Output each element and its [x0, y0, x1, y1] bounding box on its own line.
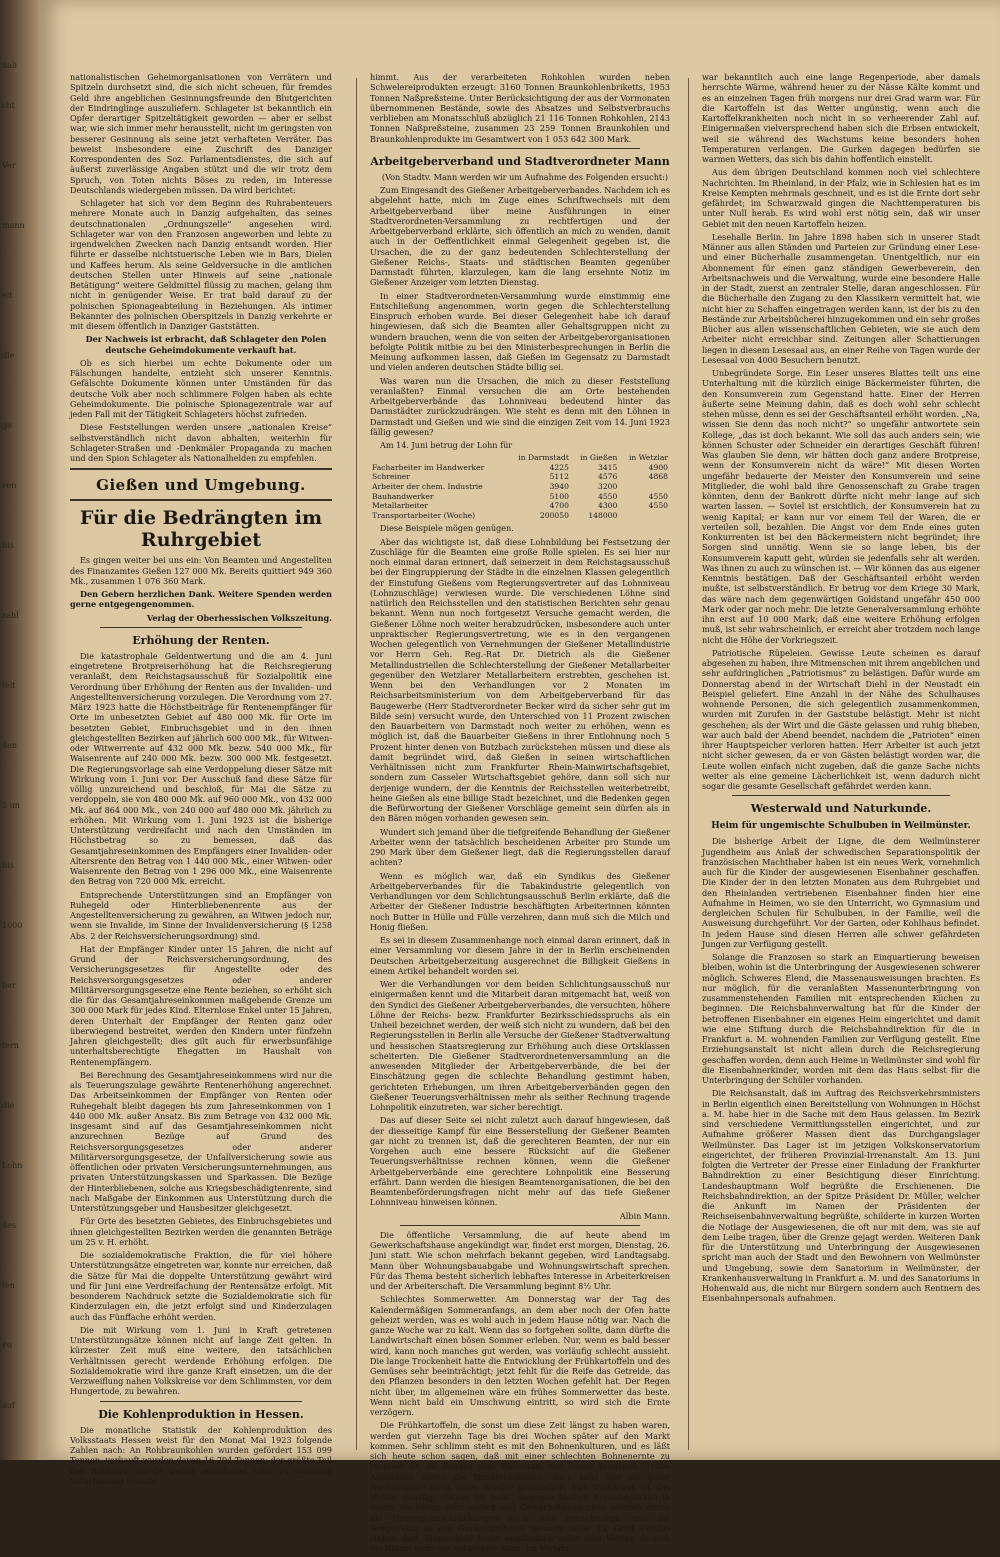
article-paragraph: Aber das wichtigste ist, daß diese Lohnbildung bei Festsetzung der Zuschläge für die Beamten eine große Rolle spielen. Es sei hier nur noch einmal daran erinnert, daß seinerzeit in dem Reichstagsausschuß bei der Eingruppierung der Städte in die einzelnen Klassen gelegentlich der Einstufung Gießens vom Regierungsvertreter auf das Lohnniveau (Lohnzuschläge) verwiesen wurde. Die verschiedenen Löhne sind natürlich den Reichsstellen und den statistischen Berichten sehr genau bekannt. Wenn nun noch fortgesetzt Versuche gemacht werden, die Gießener Löhne noch weiter herabzudrücken, insbesondere auch unter unpraktischer Regierungsvertretung, wie es in den vergangenen Wochen gelegentlich von Vernehmungen der Gießener Metallindustrie vor Herrn Geh. Reg.-Rat Dr. Dietrich als die Gießener Metallindustriellen die Schlechterstellung der Gießener Metallarbeiter gegenüber den Wetzlarer Metallarbeitern erstrebten, geschehen ist. Wenn bei den Verhandlungen vor 2 Monaten im Reichsarbeitsministerium von dem Arbeitgeberverband für das Baugewerbe (Herr Stadtverordneter Becker wird da sicher sehr gut im Bilde sein) versucht wurde, den Unterschied von 11 Prozent zwischen den Bauarbeitern von Darmstadt noch weiter zu erhöhen, wenn es möglich ist, daß die Bauarbeiter Gießens in ihrer Entlohnung noch 5 Prozent hinter denen von Butzbach zurückstehen müssen und diese als damit begründet wird, daß Gießen in seinen wirtschaftlichen Verhältnissen nicht zum Frankfurter Rhein-Mainwirtschaftsgebiet, sondern zum Casseler Wirtschaftsgebiet gehöre, dann soll sich nur derjenige wundern, der die Kenntnis der Reichsstellen weiterbetreibt, heine Gießen als eine billige Stadt bezeichnet, und die Bedenken gegen die Befürwortung der Gießener Vorschläge gemeint sein dürfen als in den Bären mögen vorhanden gewesen sein.	[370, 536, 670, 824]
edge-fragment: Ver	[2, 161, 16, 170]
signature: Albin Mann.	[619, 1210, 670, 1221]
table-cell: Metallarbeiter	[372, 501, 428, 511]
headline-renten: Erhöhung der Renten.	[132, 633, 270, 647]
headline-ruhr: Für die Bedrängten im Ruhrgebiet	[79, 507, 323, 552]
edge-fragment: Lohn	[2, 1161, 23, 1170]
table-row	[370, 511, 670, 521]
edge-fragment: ven	[2, 481, 17, 490]
article-paragraph: Schlageter hat sich vor dem Beginn des Ruhrabenteuers mehrere Monate auch in Danzig aufgehalten, das seines deutschnationalen „Ordnungszelle“ angesehen wird. Schlageter war von den Franzosen angeworben und lebte zu irgendwelchen Zwecken nach Danzig entsandt worden. Hier führte er dasselbe nichtstuerische Leben wie in Bars, Dielen und Kaffees herum. Als seine Geldversuche in die amtlichen deutschen Stellen unter Hinweis auf seine „nationale Betätigung“ weitere Geldmittel flüssig zu machen, gelang ihm nicht in genügender Weise. Er trat bald darauf zu der polnischen Spionageabteilung in Beziehungen. Als intimer Bekannter des polnischen Oberspitzels in Danzig verkehrte er mit diesem öffentlich in Danziger Gaststätten.	[70, 198, 332, 331]
article-paragraph: Die sozialdemokratische Fraktion, die für viel höhere Unterstützungsätze eingetreten war, konnte nur erreichen, daß die Sätze für Mai die doppelte Unterstützung gewährt wird und für Juni eine Verdreifachung der Rentensätze erfolgt. Mit besonderem Nachdruck setzte die Sozialdemokratie sich für Kinderzulagen ein, die jetzt erfolgt sind und Kinderzulagen auch das Fünffache erhöht werden.	[70, 1250, 332, 1322]
table-row	[370, 472, 670, 482]
divider	[400, 1225, 640, 1226]
column-2	[370, 72, 670, 1557]
table-cell: Facharbeiter im Handwerker	[372, 462, 485, 472]
edge-fragment: zahl	[2, 611, 19, 620]
headline-heim: Heim für ungemischte Schulbuben in Weilmünster.	[711, 821, 971, 832]
edge-fragment: 2 un	[2, 801, 20, 810]
table-cell	[619, 482, 670, 492]
table-cell: 5100	[549, 491, 569, 501]
adjacent-page-edge	[0, 0, 38, 1460]
article-paragraph: Unbegründete Sorge. Ein Leser unseres Blattes teilt uns eine Unterhaltung mit die kürzlich einige Bäckermeister führten, die den Konsumverein zum Gegenstand hatte. Einer der Herren äußerte seine Meinung dahin, daß es doch wohl sehr schlecht stehen müsse, denn es sei der Geschäftsanteil erhöht worden. „Na, wissen Sie denn das noch nicht?“ so ungefähr antwortete sein Kollege, „das ist doch bekannt. Wie soll das auch anders sein; wie können Schuster oder Schneider ein derartiges Geschäft führen! Was glauben Sie denn, wir hätten doch ganz andere Brotpreise, wenn der Konsumverein nicht da wäre!“ Mit diesen Worten ungefähr bedauerte der Meister den Konsumverein und seine Mitglieder, die wohl bald ihre Genossenschaft zu Grabe tragen könnten, denn der Bankrott dürfte nicht mehr lange auf sich warten lassen. — Soviel ist ersichtlich, der Konsumverein hat zu wenig Kapital; er kann nur vor einem Teil der Waren, die er verteilen soll, bezahlen. Die Angst vor dem Ende eines guten Konkurrenten ist bei den Bäckermeistern nicht begründet; ihre Sorgen sind unnötig. Wenn sie so lange leben, bis der Konsumverein kaputt geht, würden sie jedenfalls sehr alt werden. Was ihnen zu auch zu wünschen ist. — Wir können das aus eigener Kenntnis bestätigen. Daß der Geschäftsanteil erhöht werden mußte, ist selbstverständlich. Er betrug vor dem Kriege 30 Mark, das wäre nach dem gegenwärtigen Goldstand ungefähr 450 000 Mark oder gar noch mehr. Die letzte Generalversammlung erhöhte ihn erst auf 10 000 Mark; daß eine weitere Erhöhung erfolgen muß, ist sehr wahrscheinlich, er erreicht aber trotzdem noch lange nicht die Höhe der Vorkriegszeit.	[702, 368, 980, 645]
article-paragraph: himmt. Aus der verarbeiteten Rohkohlen wurden neben Schwelereiprodukten erzeugt: 3160 Tonnen Braunkohlenbriketts, 1953 Tonnen Naßpreßsteine. Unter Berücksichtigung der aus der Vormonaten übernommenen Bestände, sowie des Absatzes und Selbstverbrauchs verblieben am Monatsschluß abzüglich 21 116 Tonnen Rohkohlen, 2143 Tonnen Naßpreßsteine, zusammen 23 259 Tonnen Braunkohlen und Braunkohlenprodukte im Gesamtwert von 1 053 642 300 Mark.	[370, 72, 670, 144]
article-paragraph: Solange die Franzosen so stark an Einquartierung beweisen bleiben, wohin ist die Unterbringung der Ausgewiesenen schwerer möglich. Schweres Elend, die Massenausweisungen brachten. Es nur möglich, für die veranlaßten Massenunterbringung von zusammenstehenden Familien mit entsprechenden Küchen zu beginnen. Die Reichsbahnverwaltung hat für die Kinder der betroffenen Eisenbahner ein eigenes Heim eingerichtet und damit wie eine Stiftung durch die Reichsbahndirektion für die in Frankfurt a. M. wohnenden Familien zur Verfügung gestellt. Eine Erziehungsanstalt ist nicht allein durch die Reichsregierung geschaffen worden, denn auch Heime in Weilmünster sind wohl für die Eisenbahnerkinder, worden mit dem das Haus selbst für die Unterbringung der Schüler vorhanden.	[702, 952, 980, 1085]
edge-fragment: cht	[2, 101, 15, 110]
article-paragraph: Wenn es möglich war, daß ein Syndikus des Gießener Arbeitgeberverbandes für die Tabakindustrie gelegentlich von Verhandlungen vor dem Schlichtungsausschuß Berlin erklärte, daß die Arbeiter der Gießener Industrie beschäftigten Arbeiterinnen könnten noch Butter in Hülle und Fülle verzehren, dann muß sich die Milch und Honig fließen.	[370, 870, 670, 932]
divider	[732, 795, 950, 796]
table-cell: 4300	[598, 501, 618, 511]
article-paragraph: Am 14. Juni betrug der Lohn für	[380, 440, 513, 450]
table-row	[370, 492, 670, 502]
emphasis-line: Der Nachweis ist erbracht, daß Schlageter den Polen deutsche Geheimdokumente verkauft hat.	[85, 334, 327, 355]
article-paragraph: Die mit Wirkung vom 1. Juni in Kraft getretenen Unterstützungsätze können nicht auf lange Zeit gelten. In kürzester Zeit muß eine weitere, den tatsächlichen Verhältnissen gerecht werdende Erhöhung erfolgen. Die Sozialdemokratie wird ihre ganze Kraft einsetzen, um die der Verzweiflung nahen Volkskreise vor dem Schlimmsten, vor dem Hungertode, zu bewahren.	[70, 1324, 332, 1397]
column-rule	[688, 78, 689, 1450]
article-paragraph: Diese Feststellungen werden unsere „nationalen Kreise“ selbstverständlich nicht davon abhalten, weiterhin für Schlageter-Straßen und -Denkmäler Propaganda zu machen und den Spion Schlageter als Nationalhelden zu empfehlen.	[70, 422, 332, 463]
article-paragraph: Zum Eingesandt des Gießener Arbeitgeberverbandes. Nachdem ich es abgelehnt hatte, mich im Zuge eines Schriftwechsels mit dem Arbeitgeberverband über meine Ausführungen in einer Stadtverordneten-Versammlung zu rechtfertigen und der Arbeitgeberverband erklärte, sich öffentlich an mich zu wenden, damit auch in der Oeffentlichkeit einmal Gelegenheit gegeben ist, die Ursachen, die zu der ganz bedeutenden Schlechterstellung der Gießener Reichs-, Staats- und städtischen Beamten gegenüber Darmstadt führten, klarzulegen, kam die lang ersehnte Notiz im Gießener Anzeiger vom letzten Dienstag.	[370, 185, 670, 288]
article-paragraph: Die bisherige Arbeit der Ligne, die dem Weilmünsterer Jugendheim aus Anlaß der schwedischen Separationspolitik der französischen Machthaber haben ist ein neues Werk, vornehmlich auch für die Kinder der ausgewiesenen Eisenbahner geschaffen. Die Kinder der in den letzten Monaten aus dem Ruhrgebiet und den Rheinlanden vertriebenen Eisenbahner finden hier eine Aufnahme in Heimen, wo sie den Unterricht, wo Gymnasium und dergleichen Schulen für Schulbuben, in der Familie, weil die Ausweisung durchgeführt. Vor der Garten, oder Kohlhaus befindet. In jedem Hause sind diesen Herren alle schwer gefährdeten Jungen zur Verfügung gestellt.	[702, 836, 980, 949]
article-paragraph: Was waren nun die Ursachen, die mich zu dieser Feststellung veranlaßten? Einmal versuchen die am Orte bestehenden Arbeitgeberverbände das Lohnniveau bedeutend hinter das Darmstädter zurückzudrängen. Wie steht es denn mit den Löhnen in Darmstadt und Gießen und wie sind die einzigen Zeit vom 14. Juni 1923 fällig gewesen?	[370, 375, 670, 437]
table-row	[370, 463, 670, 473]
article-paragraph: Den Gebern herzlichen Dank. Weitere Spenden werden gerne entgegengenommen.	[70, 589, 332, 610]
column-header	[370, 453, 507, 463]
table-cell: 4576	[598, 472, 618, 482]
table-cell: Bauhandwerker	[372, 491, 434, 501]
edge-fragment: ge	[2, 421, 12, 430]
edge-fragment: die	[2, 351, 15, 360]
section-heading: Gießen und Umgebung.	[96, 476, 306, 495]
article-paragraph: In einer Stadtverordneten-Versammlung wurde einstimmig eine Entschließung angenommen, worin gegen die Schlechterstellung Einspruch erhoben wurde. Bei dieser Gelegenheit habe ich darauf hingewiesen, daß sich die Beamten aller Gehaltsgruppen nicht zu wundern brauchen, wenn die von seiten der Arbeitgeberorganisationen befolgte Politik mitbie zu bei den Ministerbesprechungen in Berlin die Meinung aufkommen lassen, daß Gießen im Gegensatz zu Darmstadt und vielen anderen deutschen Städte billig sei.	[370, 290, 670, 373]
table-cell: 4550	[598, 491, 618, 501]
table-cell: Arbeiter der chem. Industrie	[372, 482, 483, 492]
article-paragraph: Die öffentliche Versammlung, die auf heute abend im Gewerkschaftshause angekündigt war, findet erst morgen, Dienstag, 26. Juni statt. Wie schon mehrfach bekannt gegeben, wird Landtagsabg. Mann über Wohnungsbauabgabe und Wohnungswirtschaft sprechen. Für das Thema besteht sicherlich lebhaftes Interesse in Arbeiterkreisen und der Arbeiterschaft. Die Versammlung beginnt 8½ Uhr.	[370, 1229, 670, 1292]
signature: Verlag der Oberhessischen Volkszeitung.	[146, 612, 332, 623]
wage-table	[370, 453, 670, 520]
edge-fragment: bis	[2, 861, 14, 870]
column-1	[70, 72, 332, 1489]
article-paragraph: Die katastrophale Geldentwertung und die am 4. Juni eingetretene Brotpreiserhöhung hat die Reichsregierung veranlaßt, dem Reichstagsausschuß für Sozialpolitik eine Verordnung über Erhöhung der Renten aus der Invaliden- und Angestelltenversicherung vorzulegen. Die Verordnung vom 27. März 1923 hatte die Höchstbeiträge für Rentenempfänger für Orte im unbesetzten Gebiet auf 480 000 Mk. für Orte im besetzten Gebiet, Einbruchsgebiet und in den ihnen gleichgestellten Bezirken auf jährlich 600 000 Mk., für Witwen- oder Witwerrente auf 432 000 Mk. bezw. 540 000 Mk., für Waisenrente auf 240 000 Mk. bezw. 300 000 Mk. festgesetzt. Die Regierungsvorlage sah eine Verdoppelung dieser Sätze mit Wirkung vom 1. Juni vor. Der Ausschuß fand diese Sätze für völlig unzureichend und beschloß, für Mai die Sätze zu verdoppeln, sie von 480 000 Mk. auf 960 000 Mk., von 432 000 Mk. auf 864 000 Mk., von 240 000 auf 480 000 Mk. jährlich zu erhöhen. Mit Wirkung vom 1. Juni 1923 ist die bisherige Unterstützung verdreifacht und nach den Umständen im Höchstbetrag so zu bemessen, daß das Gesamtjahreseinkommen des Empfängers einer Invaliden- oder Altersrente den Betrag von 1 440 000 Mk., einer Witwen- oder Waisenrente den Betrag von 1 296 000 Mk., eine Waisenrente den Betrag von 720 000 Mk. erreicht.	[70, 650, 332, 887]
column-header: in Wetzlar	[628, 453, 668, 463]
headline-kohle: Die Kohlenproduktion in Hessen.	[98, 1407, 304, 1421]
article-paragraph: Lesehalle Berlin. Im Jahre 1898 haben sich in unserer Stadt Männer aus allen Ständen und Parteien zur Gründung einer Lese- und einer Bücherhalle zusammengetan. Unentgeltlich, nur ein Abonnement für einen ganz ständigen Gewerbeverein, den Arbeitsnachweis und die Verwaltung, wurde eine besondere Halle in der Stadt, zuerst an zentraler Stelle, daran angeschlossen. Für die Bücherhalle den Zugang zu den Klassikern vermittelt hat, wie nicht hier zu Schaffen eingetragen werden kann, ist der bis zu den Bestände zur Arbeitsbücherei hinzugekommen und ein sehr großes Bücher aus allen wissenschaftlichen Gebieten, wie sie auch dem Arbeiter nicht erreichbar sind. Zeitungen aller Schattierungen liegen in diesem Lesesaal aus, an einer Reihe von Tagen wurde der Lesesaal von 4000 Besuchern benutzt.	[702, 231, 980, 365]
table-cell: 4550	[648, 501, 668, 511]
edge-fragment: nali	[2, 61, 18, 70]
table-cell	[619, 511, 670, 521]
divider	[400, 148, 640, 149]
table-cell: 4700	[549, 501, 569, 511]
editorial-note: (Von Stadtv. Mann werden wir um Aufnahme des Folgenden ersucht:)	[381, 171, 669, 182]
column-header: in Gießen	[580, 453, 618, 463]
divider	[100, 627, 302, 628]
table-cell: Schreiner	[372, 472, 410, 482]
article-paragraph: Es sei in diesem Zusammenhange noch einmal daran erinnert, daß in einer Versammlung vor diesem Jahre in der in Berlin erscheinenden Deutschen Arbeitgeberzeitung ausgerechnet die Billigkeit Gießens in einem Artikel behandelt worden sei.	[370, 935, 670, 976]
divider	[100, 1401, 302, 1402]
table-cell: 200050	[539, 510, 569, 520]
table-row	[370, 482, 670, 492]
table-cell: 3415	[598, 462, 618, 472]
article-paragraph: Es gingen weiter bei uns ein: Von Beamten und Angestellten des Finanzamtes Gießen 127 000 Mk. Bereits quittiert 949 360 Mk., zusammen 1 076 360 Mark.	[70, 555, 332, 586]
section-divider	[70, 468, 332, 470]
article-paragraph: Ob es sich hierbei um echte Dokumente oder um Fälschungen handelte, entzieht sich unserer Kenntnis. Gefälschte Dokumente können unter Umständen für das deutsche Volk aber noch schlimmere Folgen haben als echte Geheimdokumente. Die polnische Spionagezentrale war auf jeden Fall mit der Tätigkeit Schlageters höchst zufrieden.	[70, 357, 332, 419]
table-cell: 4550	[648, 491, 668, 501]
headline-arbeitgeber: Arbeitgeberverband und Stadtverordneter Mann	[370, 154, 670, 168]
edge-fragment: Po	[2, 1341, 12, 1350]
edge-fragment: auf	[2, 1401, 15, 1410]
table-cell: 4225	[549, 462, 569, 472]
column-rule	[356, 78, 357, 1450]
article-paragraph: Entsprechende Unterstützungen sind an Empfänger von Ruhegeld oder Hinterbliebenenrente aus der Angestelltenversicherung zu gewähren, an Witwen jedoch nur, wenn sie Invalide, im Sinne der Invalidenversicherung (§ 1258 Abs. 2 der Reichsversicherungsordnung) sind.	[70, 889, 332, 941]
article-paragraph: nationalistischen Geheimorganisationen von Verrätern und Spitzeln durchsetzt sind, die sich nicht scheuen, für fremdes Geld ihre angeblichen Gesinnungsfreunde den Blutgerichten der Eindringlinge auszuliefern. Schlageter ist bekanntlich ein Opfer derartiger Spitzeltätigkeit geworden — aber er selbst war, wie sich immer mehr herausstellt, nicht im geringsten von besserer Gesinnung als seine jetzt verhafteten Verräter. Das beweist insbesondere eine Zuschrift des Danziger Korrespondenten des Soz. Parlamentsdienstes, die sich auf äußerst zuverlässige Angaben stützt und die wir trotz dem Spruch, von Toten nichts Böses zu reden, im Interesse Deutschlands wiedergeben müssen. Da wird berichtet:	[70, 72, 332, 195]
section-heading-westerwald: Westerwald und Naturkunde.	[750, 802, 932, 816]
article-paragraph: Die monatliche Statistik der Kohlenproduktion des Volksstaats Hessen weist für den Monat Mai 1923 folgende Zahlen nach: An Rohbraunkohlen wurden gefördert 153 099 Tonnen, verkauft wurden davon 16 794 Tonnen; der größte Teil der Rohkohle wurde weiter verarbeitet oder zu weiteren Verarbeitung benutzt.	[70, 1424, 332, 1486]
edge-fragment: den	[2, 741, 18, 750]
article-paragraph: Patriotische Rüpeleien. Gewisse Leute scheinen es darauf abgesehen zu haben, ihre Mitmenschen mit ihrem angeblichen und sehr aufdringlichen „Patriotismus“ zu belästigen. Dafür wurde am Donnerstag abend in der Wirtschaft Diehl in der Neustadt ein Beispiel geliefert. Eine Anzahl in der Nähe des Schulhauses wohnende Personen, die sich gelegentlich zusammenkommen, wurden mit Zurufen in der Gaststube belästigt. Mehr ist nicht geschehen; als der Wirt und die Gäste gelassen und ruhig blieben, war auch bald der Abend beendet, nachdem die „Patrioten“ einen ihrer Hauptspeicher verloren hatten. Herr Arbeiter ist auch jetzt nicht sicher gewesen, da er von Gästen belästigt worden war, die Leute wollen einfach nicht zugeben, daß die ganze Sache nichts weiter als eine gemeine Lächerlichkeit ist, wenn dadurch nicht sogar die gesamte Gesellschaft gefährdet werden kann.	[702, 647, 980, 791]
edge-fragment: des	[2, 1221, 16, 1230]
column-3	[702, 72, 980, 1307]
article-paragraph: Bei Berechnung des Gesamtjahreseinkommens wird nur die als Teuerungszulage gewährte Rentenerhöhung angerechnet. Das Arbeitseinkommen der Empfänger von Renten oder Ruhegehalt bleibt dagegen bis zum Jahreseinkommen von 1 440 000 Mk. außer Ansatz. Bis zum Betrage von 432 000 Mk. insgesamt sind auf das Gesamtjahreseinkommen nicht anzurechnen Bezüge auf Grund des Reichsversorgungsgesetzes oder anderer Militärversorgungsgesetze, der Unfallversicherung sowie aus öffentlichen oder privaten Versicherungsunternehmungen, aus privaten Unterstützungskassen und Sparkassen. Die Bezüge der Hinterbliebenen, solche aus Kriegsbeschädigtenrente, sind nach Maßgabe der Einkommen aus Unterstützung durch die Unterstützungsgeber und Hausbesitzer gleichgesetzt.	[70, 1069, 332, 1213]
table-row	[370, 501, 670, 511]
article-paragraph: Für Orte des besetzten Gebietes, des Einbruchsgebietes und ihnen gleichgestellten Bezirken werden die genannten Beträge um 25 v. H. erhöht.	[70, 1216, 332, 1247]
article-paragraph: Die Frühkartoffeln, die sonst um diese Zeit längst zu haben waren, werden gut vierzehn Tage bis drei Wochen später auf den Markt kommen. Sehr schlimm steht es mit den Bohnenkulturen, und es läßt sich heute schon sagen, daß mit einer schlechten Bohnenernte zu rechnen ist, da Bohnen zum Wachstum viel Sonne brauchen. Trübe Aussichten bieten die Tomatenkulturen, doch kann hier ein guter Nachsommer noch vieles wieder gutmachen. Für Weißkraut ist das Wetter günstig, ebenso für Salat, dagegen bleiben Freilandgurken in ihrem Wachstum sehr zurück und Gewächshausgurken würden durch die Heizungsbeschränkungen noch sehr benachteiligt, weil die Temperatur in der Gurkentreiberei niemals unter 12 Grad Celsius sinken darf. Blumenkohl leidet empfindlich unter dem Wetter, da sich die Blume nicht gut entwickeln kann. Im Vorjahr	[370, 1420, 670, 1554]
edge-fragment: 1000	[2, 921, 23, 930]
edge-fragment: die	[2, 1101, 15, 1110]
article-paragraph: Das auf dieser Seite sei nicht zuletzt auch darauf hingewiesen, daß der diesseitige Kampf für eine Besserstellung der Gießener Beamten gar nicht zu trennen ist, daß die gerechteren Beamten, der nur ein Vorgehen auch eine bessere Rücksicht auf die Gießener Teuerungsverhältnisse rechnen können, wenn die Gießener Arbeitgeberverbände eine gerechtere Lohnpolitik eine Besserung erfährt. Dann werden die hiesigen Beamtenorganisationen, die bei den Beamtenbeförderungsfragen nicht mehr auf das tiefe Gießener Lohnniveau hinweisen können.	[370, 1115, 670, 1208]
article-paragraph: Aus dem übrigen Deutschland kommen noch viel schlechtere Nachrichten. Im Rheinland, in der Pfalz, wie in Schlesien hat es im Kreise Kempten mehrmals geschneit, und es ist die Ernte dort sehr gefährdet; im Schwarzwald gingen die Nachttemperaturen bis unter Null herab. Es wird wohl erst nötig sein, daß wir unser Gebiet mit den neuen Kartoffeln heizen.	[702, 167, 980, 229]
article-paragraph: Die Reichsanstalt, daß im Auftrag des Reichsverkehrsministers in Berlin eigentlich einen Bereitstellung von Wohnungen in Höchst a. M. habe hier in die Sache mit dem Haus gelassen. Im Bezirk sind verschiedene Vermittlungsstellen eingerichtet, und zur Aufnahme größerer Massen dient das Durchgangslager Weilmünster. Das Lager ist im jetzigen Volkskonservatorium eingerichtet, der früheren Provinzial-Irrenanstalt. Am 13. Juni folgten die Vertreter der Presse einer Einladung der Frankfurter Bahndirektion zu einer Besichtigung dieser Einrichtung. Landeshauptmann Wolf begrüßte die Erschienenen. Die Reichsbahndirektion, an der Spitze Präsident Dr. Müller, welcher die Ankunft im Namen der Präsidenten der Reichseisenbahnverwaltung begrüßte, schilderte in kurzen Worten die Notlage der Ausgewiesenen, die oft nur mit dem, was sie auf dem Leibe tragen, über die Grenze gejagt werden. Weiteren Dank für die Unterstützung und Unterbringung der Ausgewiesenen spricht man auch der Stadt und den Bewohnern von Weilmünster und Umgebung, sowie dem Sanatorium in Weilmünster, der Krankenhausverwaltung in Frankfurt a. M. und des Sanatoriums in Hohenwald aus, die nicht nur Bürgern sondern auch Rentnern des Eisenbahnpersonals aufnahmen.	[702, 1088, 980, 1304]
article-paragraph: war bekanntlich auch eine lange Regenperiode, aber damals herrschte Wärme, während heuer zu der Nässe Kälte kommt und es an einzelnen Tagen früh morgens nur drei Grad warm war. Für die Kartoffeln ist das Wetter ungünstig, wenn auch die Kartoffelkrankheiten noch nicht in so verheerender Zahl auf. Einigermaßen vielversprechend haben sich die Erbsen entwickelt, weil sie während des Wachstums keine besonders hohen Temperaturen verlangen. Die Gurken dagegen bedürfen sie warmen Wetters, das sich bis dahin hoffentlich einstellt.	[702, 72, 980, 164]
article-paragraph: Diese Beispiele mögen genügen.	[380, 523, 514, 534]
table-cell: 5112	[549, 472, 569, 482]
table-header-row	[370, 453, 670, 463]
edge-fragment: ber	[2, 981, 16, 990]
edge-fragment: eit	[2, 291, 13, 300]
edge-fragment: fen	[2, 1281, 15, 1290]
article-paragraph: Wundert sich jemand über die tiefgreifende Behandlung der Gießener Arbeiter wenn der tatsächlich bescheidenen Arbeiter pro Stunde um 290 Mark über dem Gießener liegt, daß die Regierungsstellen darauf achten?	[370, 826, 670, 868]
table-cell: 3200	[598, 482, 618, 492]
edge-fragment: feit	[2, 681, 16, 690]
edge-fragment: tern	[2, 1041, 19, 1050]
article-paragraph: Schlechtes Sommerwetter. Am Donnerstag war der Tag des Kalendermäßigen Sommeranfangs, an dem aber noch der Ofen hatte geheizt werden, was es wohl auch in jedem Hause nötig war. Nach die ganze Woche war zu kalt. Wenn das so fortgehen sollte, dann dürfte die Landwirtschaft einen bösen Sommer erleben. Nur, wenn es bald besser wird, kann noch manches gut werden, was vorläufig schlecht aussieht. Die lange Trockenheit hatte die Entwicklung der Frühkartoffeln und des Gemüses sehr beeinträchtigt; jetzt fehlt für die Reife das Getreide, das den Pflanzen besonders in den letzten Wochen gefehlt hat. Der Regen nicht über, im allgemeinen wäre ein frühes Sommerwetter das beste. Wenn nicht bald ein Umschwung eintritt, so wird sich die Ernte verzögern.	[370, 1294, 670, 1418]
column-header: in Darmstadt	[518, 453, 569, 463]
table-cell: Transportarbeiter (Woche)	[372, 510, 476, 520]
article-paragraph: Hat der Empfänger Kinder unter 15 Jahren, die nicht auf Grund der Reichsversicherungsordnung, des Versicherungsgesetzes für Angestellte oder des Reichsversorgungsgesetzes oder anderer Militärversorgungsgesetze eine Rente beziehen, so erhöht sich die für das Gesamtjahreseinkommen maßgebende Grenze um 300 000 Mark für jedes Kind. Elternlose Enkel unter 15 Jahren, deren Unterhalt der Empfänger der Renten ganz oder überwiegend bestreitet, werden den Kindern unter fünfzehn Jahren gleichgestellt; dies gilt auch für erwerbsunfähige unterhaltsberechtigte Ehegatten im Haushalt von Rentenempfängern.	[70, 943, 332, 1067]
section-divider	[70, 499, 332, 501]
edge-fragment: mann	[2, 221, 25, 230]
table-cell: 148000	[588, 510, 618, 520]
edge-fragment: bis	[2, 541, 14, 550]
table-cell: 4900	[648, 462, 668, 472]
article-paragraph: Wer die Verhandlungen vor dem beiden Schlichtungsausschuß nur einigermaßen kennt und die Mitarbeit daran mitgemacht hat, weiß von den Syndici des Gießener Arbeitgeberverbandes, die versuchten, höhere Löhne der Reichs- bezw. Frankfurter Bezirksschiedsspruchs als ein Unheil bezeichnet werden, der weiß sich nicht zu wundern, daß bei den Regierungsstellen in Berlin alle Versuche der Gießener Stadtverwaltung und hessischen Staatsregierung zur Erhöhung auch diese Ortsklassen scheiterten. Die Gießener Stadtverordnetenversammlung an die anwesenden Mitglieder der Arbeitgeberverbände, die bei der Einschätzung gegen die schlechte Behandlung gestimmt haben, gerichteten Erhebungen, um ihren Arbeitgeberverbänden gegen den Gießener Teuerungsverhältnissen mehr als seither Rechnung tragende Lohnpolitik einzutreten, war sicher berechtigt.	[370, 979, 670, 1113]
table-cell: 4868	[648, 472, 668, 482]
table-cell: 3940	[549, 482, 569, 492]
